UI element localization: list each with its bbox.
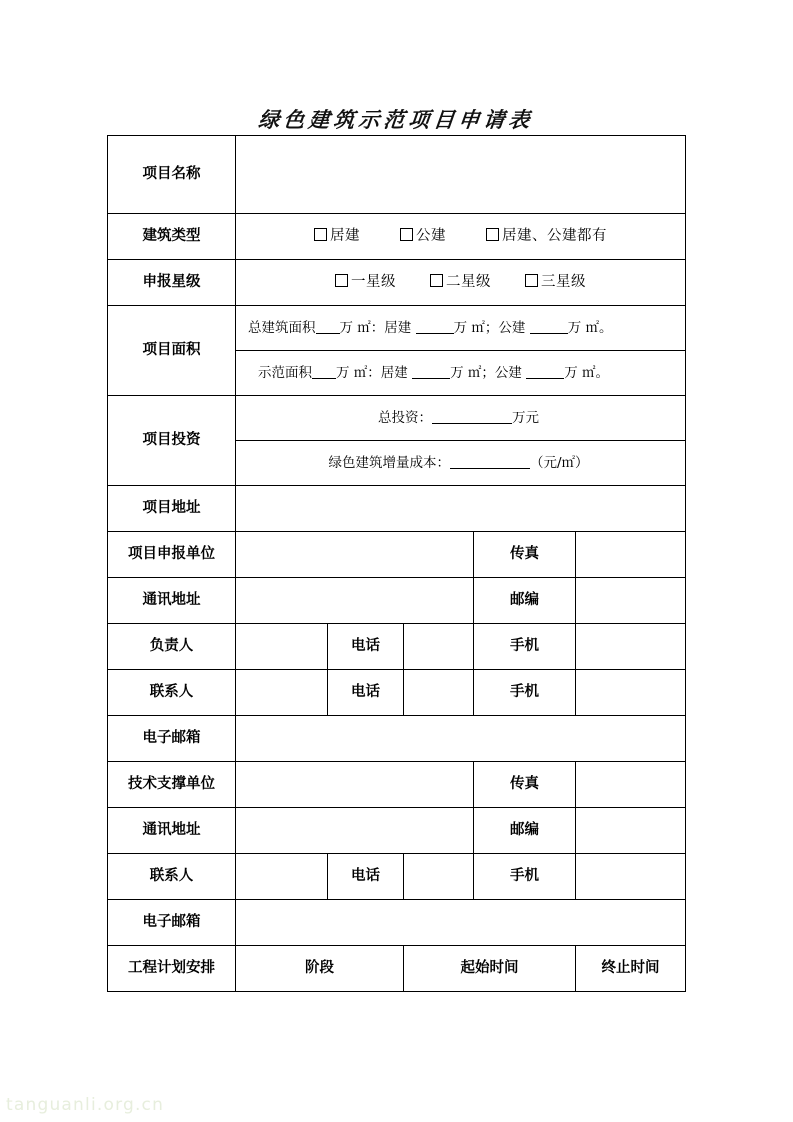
total-area-mid2: 万 ㎡；公建 [453,319,526,336]
demo-area-mid2: 万 ㎡；公建 [450,364,522,381]
table-row-star-level [108,260,686,306]
label-tech-support-unit: 技术支撑单位 [108,762,236,808]
label-tech-contact-mobile: 手机 [474,854,576,900]
checkbox-option-two-star[interactable] [430,273,491,291]
label-principal-mobile: 手机 [474,624,576,670]
input-applicant-unit[interactable] [236,532,474,578]
label-tech-email: 电子邮箱 [108,900,236,946]
input-tech-email[interactable] [236,900,686,946]
checkbox-icon[interactable] [430,274,443,287]
label-schedule: 工程计划安排 [108,946,236,992]
table-row-schedule-header [108,946,686,992]
table-row-tech-support-unit [108,762,686,808]
blank-demo-area[interactable] [312,365,336,379]
table-row-tech-contact [108,854,686,900]
input-tech-mailing-address[interactable] [236,808,474,854]
demo-area-mid1: 万 ㎡：居建 [336,364,408,381]
field-total-investment[interactable] [236,396,686,441]
input-contact-phone[interactable] [404,670,474,716]
blank-residential-area[interactable] [416,320,454,334]
input-principal-phone[interactable] [404,624,474,670]
table-row-tech-mailing-address [108,808,686,854]
label-tech-fax: 传真 [474,762,576,808]
table-row-total-investment [108,396,686,441]
label-star-level: 申报星级 [108,260,236,306]
label-principal-phone: 电话 [328,624,404,670]
checkbox-icon[interactable] [335,274,348,287]
label-mailing-address: 通讯地址 [108,578,236,624]
blank-public-area[interactable] [530,320,568,334]
label-building-type: 建筑类型 [108,214,236,260]
blank-demo-residential-area[interactable] [412,365,450,379]
application-form-table [107,135,686,992]
label-project-investment: 项目投资 [108,396,236,486]
label-postcode: 邮编 [474,578,576,624]
label-tech-contact-phone: 电话 [328,854,404,900]
input-postcode[interactable] [576,578,686,624]
input-contact-mobile[interactable] [576,670,686,716]
checkbox-label: 二星级 [446,274,491,291]
input-project-name[interactable] [236,136,686,214]
field-total-building-area[interactable] [236,306,686,351]
field-demo-area[interactable] [236,351,686,396]
checkbox-label: 居建、公建都有 [502,228,607,245]
table-row-mailing-address [108,578,686,624]
table-row-contact [108,670,686,716]
table-row-principal [108,624,686,670]
checkbox-icon[interactable] [486,228,499,241]
label-fax: 传真 [474,532,576,578]
total-area-prefix: 总建筑面积 [248,319,316,336]
input-tech-contact-mobile[interactable] [576,854,686,900]
header-stage: 阶段 [236,946,404,992]
total-investment-suffix: 万元 [512,409,539,426]
checkbox-label: 公建 [416,228,446,245]
label-email: 电子邮箱 [108,716,236,762]
table-row-project-name [108,136,686,214]
demo-area-suffix: 万 ㎡。 [564,364,609,381]
label-principal: 负责人 [108,624,236,670]
table-row-total-area [108,306,686,351]
table-row-project-address [108,486,686,532]
label-contact-mobile: 手机 [474,670,576,716]
checkbox-label: 居建 [330,228,360,245]
green-cost-suffix: （元/㎡） [529,454,589,471]
label-project-area: 项目面积 [108,306,236,396]
checkbox-option-residential[interactable] [314,227,360,245]
input-project-address[interactable] [236,486,686,532]
green-cost-prefix: 绿色建筑增量成本： [328,454,450,471]
label-contact-phone: 电话 [328,670,404,716]
table-row-building-type [108,214,686,260]
label-project-name: 项目名称 [108,136,236,214]
total-area-suffix: 万 ㎡。 [567,319,613,336]
input-tech-fax[interactable] [576,762,686,808]
watermark: tanguanli.org.cn [6,1095,165,1115]
input-tech-contact-name[interactable] [236,854,328,900]
label-tech-contact: 联系人 [108,854,236,900]
input-fax[interactable] [576,532,686,578]
input-contact-name[interactable] [236,670,328,716]
total-area-mid1: 万 ㎡：居建 [339,319,412,336]
blank-demo-public-area[interactable] [526,365,564,379]
checkbox-option-both[interactable] [486,227,607,245]
checkbox-option-three-star[interactable] [525,273,586,291]
header-end-time: 终止时间 [576,946,686,992]
label-applicant-unit: 项目申报单位 [108,532,236,578]
label-contact: 联系人 [108,670,236,716]
table-row-applicant-unit [108,532,686,578]
input-principal-name[interactable] [236,624,328,670]
building-type-options [236,214,686,260]
checkbox-option-one-star[interactable] [335,273,396,291]
input-principal-mobile[interactable] [576,624,686,670]
checkbox-icon[interactable] [314,228,327,241]
table-row-email [108,716,686,762]
table-row-tech-email [108,900,686,946]
input-tech-postcode[interactable] [576,808,686,854]
checkbox-option-public[interactable] [400,227,446,245]
input-tech-contact-phone[interactable] [404,854,474,900]
input-email[interactable] [236,716,686,762]
checkbox-icon[interactable] [400,228,413,241]
checkbox-icon[interactable] [525,274,538,287]
checkbox-label: 一星级 [351,274,396,291]
header-start-time: 起始时间 [404,946,576,992]
label-project-address: 项目地址 [108,486,236,532]
input-tech-support-unit[interactable] [236,762,474,808]
blank-green-cost[interactable] [450,455,530,469]
checkbox-label: 三星级 [541,274,586,291]
total-investment-prefix: 总投资： [378,409,432,426]
label-tech-postcode: 邮编 [474,808,576,854]
star-level-options [236,260,686,306]
demo-area-prefix: 示范面积 [258,364,312,381]
input-mailing-address[interactable] [236,578,474,624]
blank-total-investment[interactable] [432,410,512,424]
field-green-increment-cost[interactable] [236,441,686,486]
page-title: 绿色建筑示范项目申请表 [257,107,535,132]
label-tech-mailing-address: 通讯地址 [108,808,236,854]
blank-total-area[interactable] [316,320,340,334]
